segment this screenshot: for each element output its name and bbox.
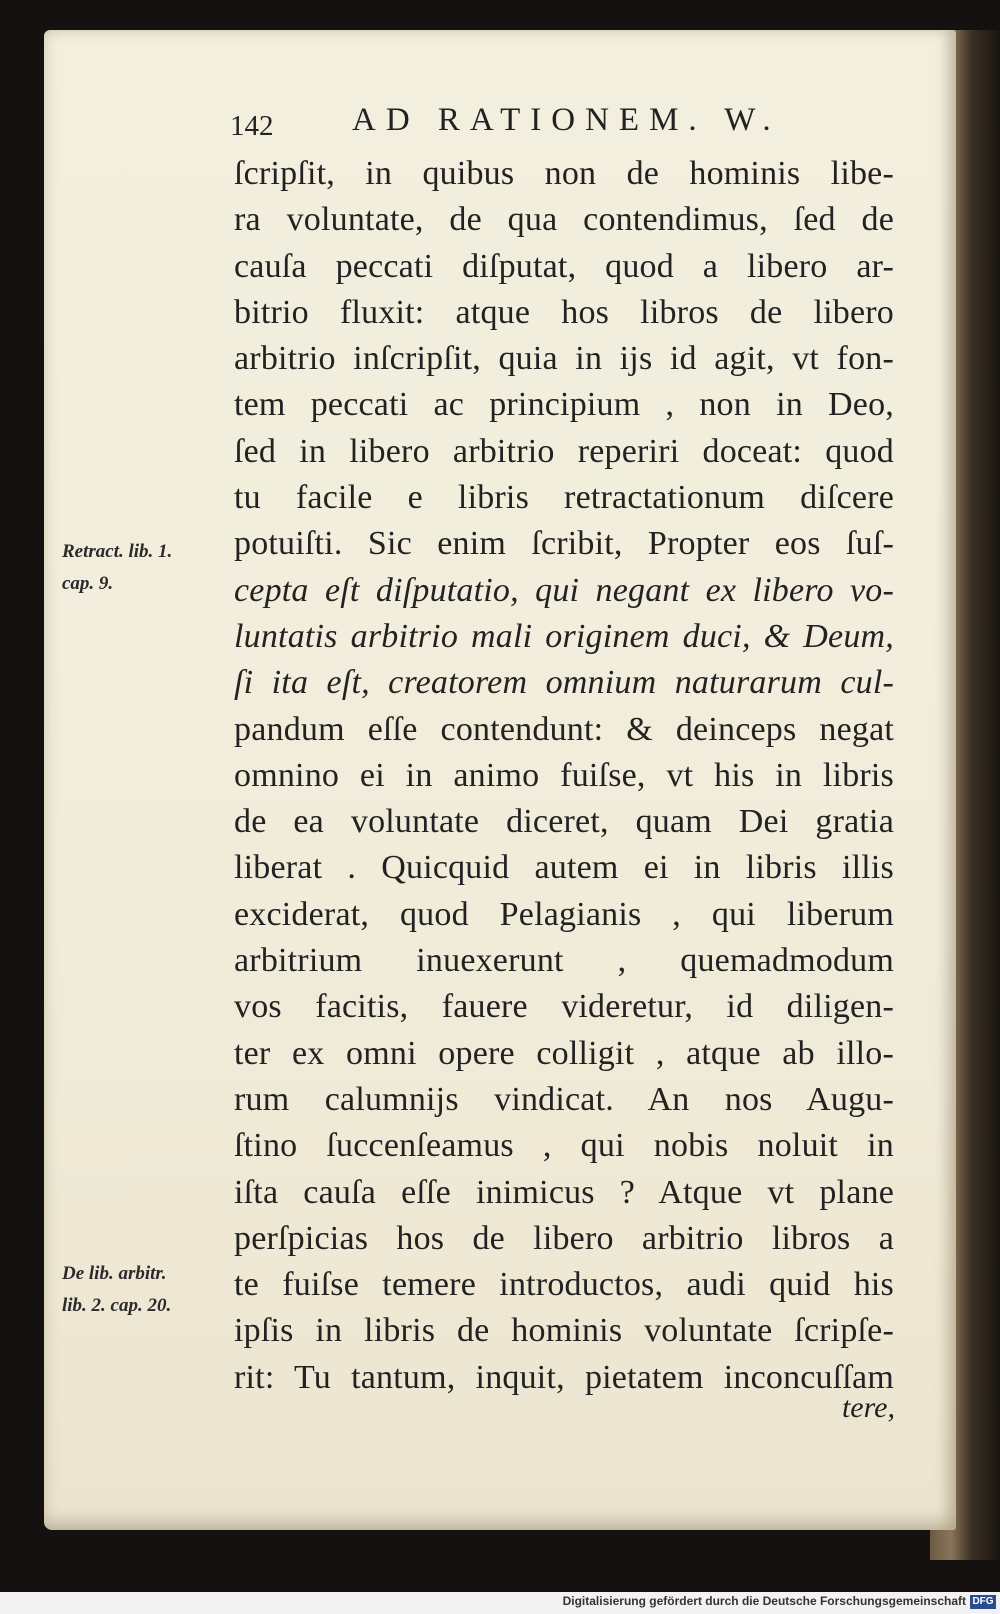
- funding-credit: Digitalisierung gefördert durch die Deutsche Forschungsgemeinschaft: [562, 1594, 966, 1608]
- margin-note-line: Retract. lib. 1.: [62, 541, 173, 562]
- text-line: pandum eſſe contendunt: & deinceps negat: [234, 710, 894, 748]
- text-line: vos facitis, fauere videretur, id diligen-: [234, 988, 894, 1026]
- text-line: bitrio fluxit: atque hos libros de libero: [234, 293, 894, 331]
- text-line: rum calumnijs vindicat. An nos Augu-: [234, 1080, 894, 1118]
- text-line: perſpicias hos de libero arbitrio libros a: [234, 1219, 894, 1257]
- text-line: ipſis in libris de hominis voluntate ſcripſe-: [234, 1312, 894, 1350]
- text-line: omnino ei in animo fuiſse, vt his in libris: [234, 756, 894, 794]
- text-line: exciderat, quod Pelagianis , qui liberum: [234, 895, 894, 933]
- text-line: tu facile e libris retractationum diſcere: [234, 479, 894, 517]
- dfg-logo: DFG: [970, 1595, 996, 1609]
- margin-note-line: De lib. arbitr.: [62, 1263, 167, 1284]
- text-line: liberat . Quicquid autem ei in libris illis: [234, 849, 894, 887]
- text-line: potuiſti. Sic enim ſcribit, Propter eos ſuſ-: [234, 525, 894, 563]
- text-line: ſcripſit, in quibus non de hominis libe-: [234, 155, 894, 192]
- text-line: te fuiſse temere introductos, audi quid his: [234, 1266, 894, 1304]
- text-line-quotation: cepta eſt diſputatio, qui negant ex libero vo-: [234, 571, 894, 609]
- text-line: cauſa peccati diſputat, quod a libero ar-: [234, 247, 894, 285]
- text-line: ter ex omni opere colligit , atque ab illo-: [234, 1034, 894, 1072]
- text-line: arbitrium inuexerunt , quemadmodum: [234, 942, 894, 980]
- text-line: ſtino ſuccenſeamus , qui nobis noluit in: [234, 1127, 894, 1165]
- margin-note-line: cap. 9.: [62, 573, 114, 594]
- text-line: ra voluntate, de qua contendimus, ſed de: [234, 201, 894, 239]
- text-line: tem peccati ac principium , non in Deo,: [234, 386, 894, 424]
- text-line-quotation: ſi ita eſt, creatorem omnium naturarum cul-: [234, 664, 894, 702]
- catchword: tere,: [841, 1391, 895, 1424]
- margin-note-de-libero-arbitrio: [62, 1258, 222, 1322]
- text-line: arbitrio inſcripſit, quia in ijs id agit, vt fon-: [234, 340, 894, 378]
- text-line: rit: Tu tantum, inquit, pietatem inconcuſſam: [234, 1358, 894, 1396]
- text-line: de ea voluntate diceret, quam Dei gratia: [234, 803, 894, 841]
- running-title: AD RATIONEM. W.: [352, 102, 781, 138]
- margin-note-retractationes: [62, 536, 222, 600]
- page-header: [230, 102, 870, 146]
- text-line-quotation: luntatis arbitrio mali originem duci, & Deum,: [234, 617, 894, 655]
- margin-note-line: lib. 2. cap. 20.: [62, 1295, 172, 1316]
- footer-bar: [0, 1592, 1000, 1614]
- text-line: iſta cauſa eſſe inimicus ? Atque vt plane: [234, 1173, 894, 1211]
- text-line: ſed in libero arbitrio reperiri doceat: quod: [234, 432, 894, 470]
- main-text: [234, 151, 894, 1401]
- page-number: 142: [230, 110, 274, 142]
